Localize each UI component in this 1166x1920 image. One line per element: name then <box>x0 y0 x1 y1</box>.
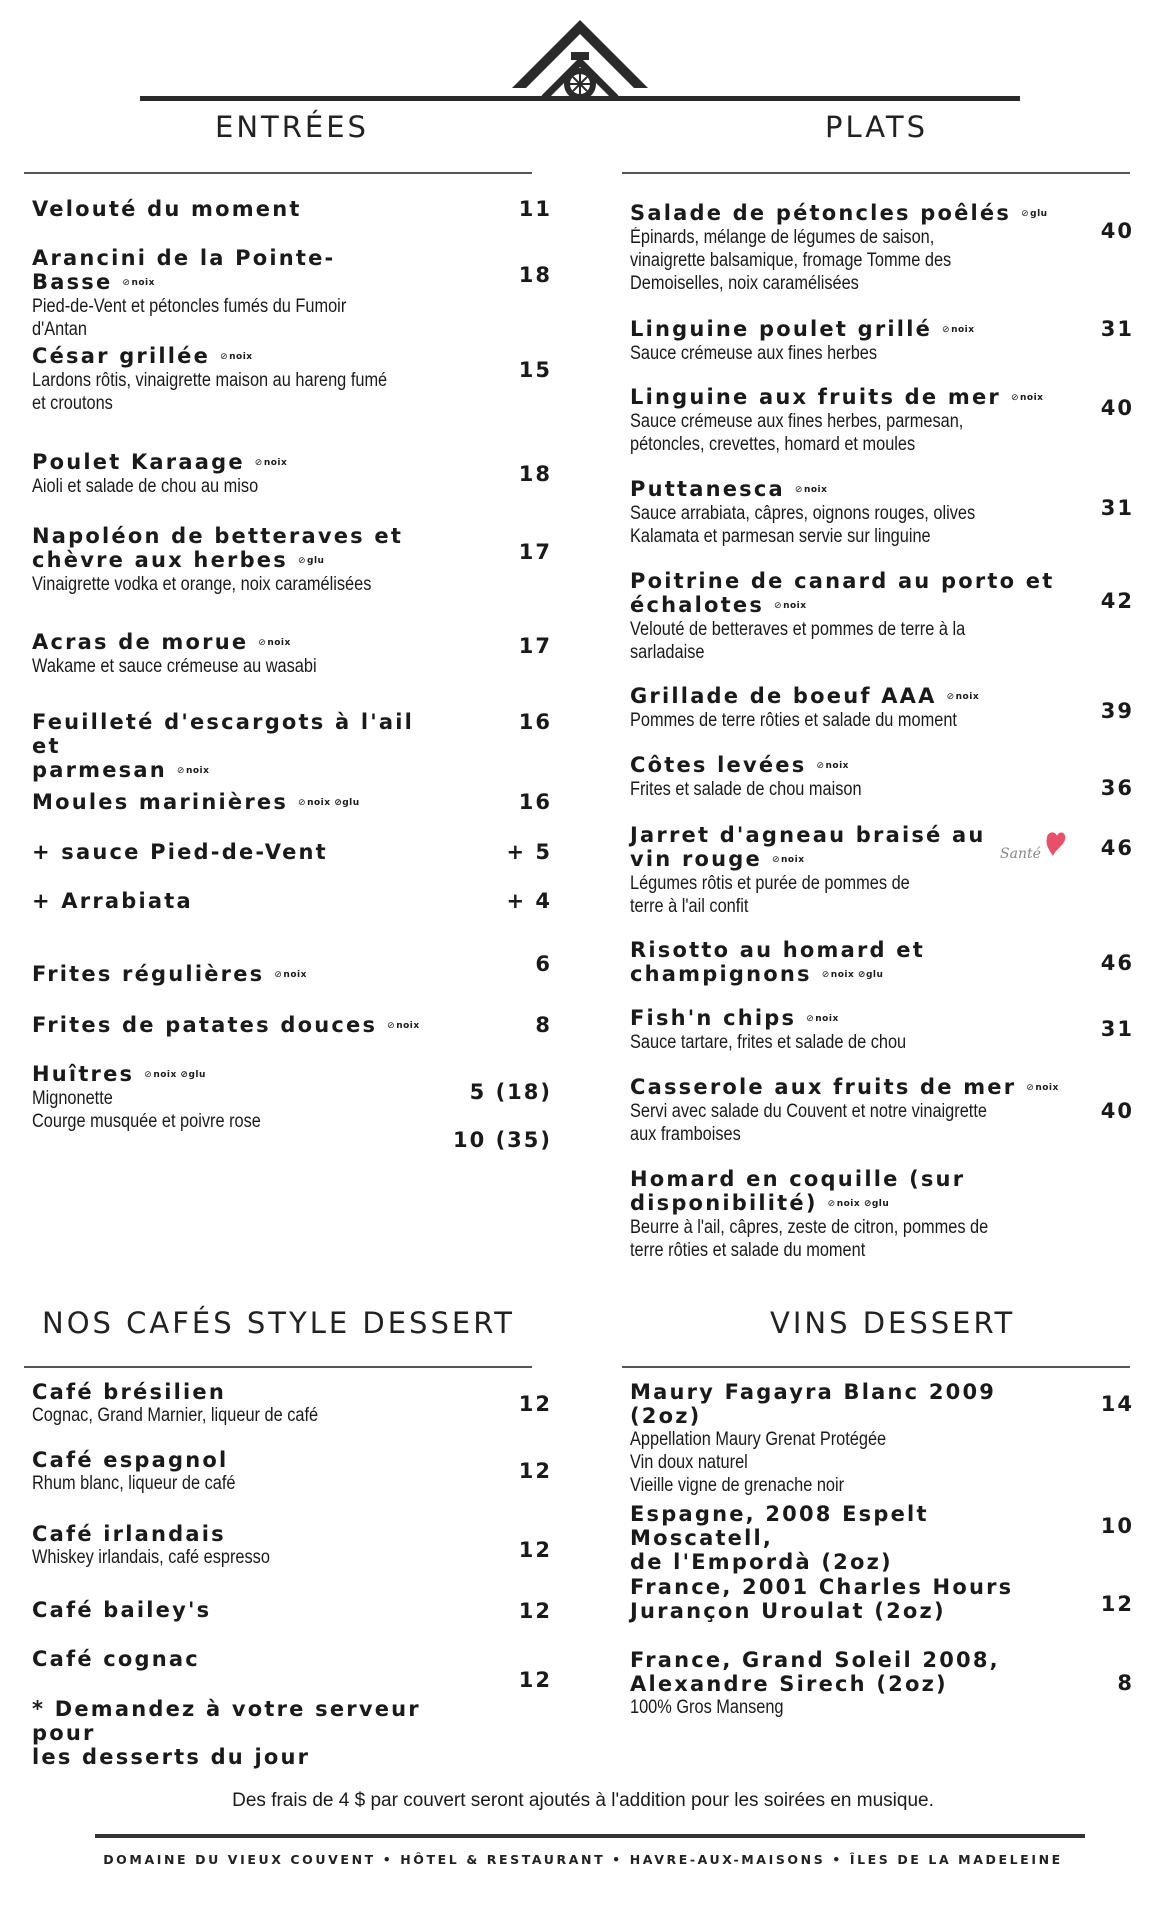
menu-item-name: Jarret d'agneau braisé au vin rouge⊘ noix <box>630 823 1070 872</box>
menu-item <box>32 450 452 498</box>
menu-item-name: Café bailey's <box>32 1598 212 1622</box>
menu-item-name: Café irlandais <box>32 1522 226 1546</box>
divider <box>24 172 532 174</box>
menu-item <box>32 630 452 678</box>
menu-item <box>630 938 1070 987</box>
section-title-entrees: ENTRÉES <box>215 110 369 144</box>
menu-item-name: Acras de morue⊘ noix <box>32 630 452 655</box>
menu-item-description: Sauce tartare, frites et salade de chou <box>630 1032 907 1053</box>
menu-item-price: 15 <box>518 358 552 382</box>
restaurant-logo <box>140 18 1020 102</box>
menu-item-price: 31 <box>1100 317 1134 341</box>
section-title-plats: PLATS <box>825 110 929 144</box>
menu-item-name: Frites de patates douces⊘ noix <box>32 1013 452 1038</box>
menu-item-name: Moules marinières⊘ noix ⊘glu <box>32 790 452 815</box>
menu-item-description: Frites et salade de chou maison <box>630 779 862 800</box>
allergen-tag: ⊘ noix <box>795 485 828 495</box>
divider <box>622 172 1130 174</box>
menu-item-price: 14 <box>1100 1392 1134 1416</box>
allergen-tag: ⊘ noix <box>122 278 155 288</box>
allergen-tag: ⊘ glu <box>1021 209 1047 219</box>
menu-item-price: + 4 <box>506 889 552 913</box>
sante-label: Santé <box>1000 846 1041 862</box>
menu-item <box>630 1167 1070 1262</box>
menu-item-description: Beurre à l'ail, câpres, zeste de citron, pommes de terre rôties et salade du moment <box>630 1217 989 1261</box>
divider <box>24 1366 532 1368</box>
allergen-tag: ⊘ noix <box>387 1021 420 1031</box>
footer-address: DOMAINE DU VIEUX COUVENT • HÔTEL & RESTAURANT • HAVRE-AUX-MAISONS • ÎLES DE LA MADELEINE <box>103 1852 1063 1867</box>
menu-item-price: 8 <box>1117 1671 1134 1695</box>
menu-item <box>32 524 452 596</box>
allergen-tag: ⊘ glu <box>298 556 324 566</box>
section-title-vins: VINS DESSERT <box>770 1306 1016 1340</box>
allergen-tag: ⊘ noix <box>220 352 253 362</box>
allergen-tag: ⊘ noix <box>177 766 210 776</box>
menu-item <box>630 1648 1070 1719</box>
menu-item-name: France, Grand Soleil 2008, Alexandre Sirech (2oz) <box>630 1648 1000 1696</box>
menu-item-price: 12 <box>1100 1592 1134 1616</box>
menu-item-price: 12 <box>518 1538 552 1562</box>
menu-item-name: Homard en coquille (sur disponibilité)⊘ noix ⊘glu <box>630 1167 1070 1216</box>
divider <box>622 1366 1130 1368</box>
menu-item-price: 8 <box>535 1013 552 1037</box>
menu-item <box>32 1380 452 1427</box>
menu-item-name: Grillade de boeuf AAA⊘ noix <box>630 684 1070 709</box>
menu-item <box>32 344 452 415</box>
menu-item-price: 40 <box>1100 219 1134 243</box>
menu-item-description: Pommes de terre rôties et salade du moment <box>630 710 957 731</box>
menu-item-description: Sauce crémeuse aux fines herbes, parmesan, pétoncles, crevettes, homard et moules <box>630 411 964 455</box>
menu-item-name: César grillée⊘ noix <box>32 344 452 369</box>
menu-item <box>630 1075 1070 1146</box>
menu-item <box>32 840 452 864</box>
allergen-tag: ⊘ noix <box>806 1014 839 1024</box>
allergen-tag: ⊘ noix <box>947 692 980 702</box>
menu-item-name: Café espagnol <box>32 1448 229 1472</box>
menu-item-name: Casserole aux fruits de mer⊘ noix <box>630 1075 1070 1100</box>
menu-item-price: 40 <box>1100 1099 1134 1123</box>
allergen-tag: ⊘ noix ⊘glu <box>828 1199 890 1209</box>
menu-item-price: 36 <box>1100 776 1134 800</box>
menu-item <box>630 684 1070 732</box>
menu-item <box>32 197 452 221</box>
menu-item <box>630 385 1070 456</box>
menu-item <box>630 569 1070 664</box>
allergen-tag: ⊘ noix ⊘glu <box>144 1070 206 1080</box>
menu-item-description: Pied-de-Vent et pétoncles fumés du Fumoir d'Antan <box>32 296 347 340</box>
allergen-tag: ⊘ noix ⊘glu <box>822 970 884 980</box>
menu-item-name: Poulet Karaage⊘ noix <box>32 450 452 475</box>
menu-item-description: Légumes rôtis et purée de pommes de terre à l'ail confit <box>630 873 910 917</box>
menu-item-price: 12 <box>518 1668 552 1692</box>
menu-item-price: 17 <box>518 540 552 564</box>
menu-item-description: Lardons rôtis, vinaigrette maison au hareng fumé et croutons <box>32 370 388 414</box>
menu-item-price: 16 <box>518 790 552 814</box>
menu-item-name: Café brésilien <box>32 1380 226 1404</box>
menu-item-price: 12 <box>518 1392 552 1416</box>
menu-item-description: Wakame et sauce crémeuse au wasabi <box>32 656 317 677</box>
menu-item-name: Arancini de la Pointe-Basse⊘ noix <box>32 246 452 295</box>
menu-item-description: Aioli et salade de chou au miso <box>32 476 259 497</box>
menu-item <box>32 889 452 913</box>
menu-item-description: Sauce crémeuse aux fines herbes <box>630 343 878 364</box>
menu-item-price: 39 <box>1100 699 1134 723</box>
menu-item-price: + 5 <box>506 840 552 864</box>
menu-item-price: 12 <box>518 1599 552 1623</box>
menu-item-name: * Demandez à votre serveur pour les desserts du jour <box>32 1697 421 1769</box>
menu-item-price: 46 <box>1100 836 1134 860</box>
menu-item-description: Cognac, Grand Marnier, liqueur de café <box>32 1405 319 1426</box>
menu-item <box>32 1522 452 1569</box>
allergen-tag: ⊘ noix <box>816 761 849 771</box>
menu-item-description: Appellation Maury Grenat Protégée Vin doux naturel Vieille vigne de grenache noir <box>630 1429 887 1496</box>
menu-item-price: 42 <box>1100 589 1134 613</box>
menu-item-description: Velouté de betteraves et pommes de terre à la sarladaise <box>630 619 966 663</box>
menu-item-name: Espagne, 2008 Espelt Moscatell, de l'Empordà (2oz) <box>630 1502 929 1574</box>
menu-item-price: 46 <box>1100 951 1134 975</box>
menu-item <box>630 1006 1070 1054</box>
menu-item-name: Frites régulières⊘ noix <box>32 962 452 987</box>
menu-item-name: Feuilleté d'escargots à l'ail et parmesan⊘ noix <box>32 710 452 783</box>
menu-item-price: 40 <box>1100 396 1134 420</box>
menu-item <box>32 246 452 341</box>
allergen-tag: ⊘ noix <box>942 325 975 335</box>
menu-item-name: + sauce Pied-de-Vent <box>32 840 328 864</box>
menu-item-name: Linguine aux fruits de mer⊘ noix <box>630 385 1070 410</box>
menu-item-name: Linguine poulet grillé⊘ noix <box>630 317 1070 342</box>
menu-item-price: 18 <box>518 462 552 486</box>
menu-item-price: 11 <box>518 197 552 221</box>
menu-item-name: Velouté du moment <box>32 197 302 221</box>
menu-item <box>32 1697 452 1769</box>
menu-item-price: 12 <box>518 1459 552 1483</box>
menu-item-description: Épinards, mélange de légumes de saison, vinaigrette balsamique, fromage Tomme des Demoiselles, noix caramélisées <box>630 227 952 294</box>
menu-item <box>630 753 1070 801</box>
menu-item-description: Mignonette Courge musquée et poivre rose <box>32 1088 261 1132</box>
allergen-tag: ⊘ noix <box>258 638 291 648</box>
menu-item-name: Huîtres⊘ noix ⊘glu <box>32 1062 452 1087</box>
menu-item-name: + Arrabiata <box>32 889 193 913</box>
menu-item <box>32 1013 452 1038</box>
menu-item-name: Poitrine de canard au porto et échalotes⊘ noix <box>630 569 1070 618</box>
allergen-tag: ⊘ noix <box>774 601 807 611</box>
menu-item <box>32 1062 452 1133</box>
menu-item-price: 10 <box>1100 1514 1134 1538</box>
menu-item-description: 100% Gros Manseng <box>630 1697 784 1718</box>
menu-item-description: Sauce arrabiata, câpres, oignons rouges, olives Kalamata et parmesan servie sur linguine <box>630 503 976 547</box>
menu-item-price: 17 <box>518 634 552 658</box>
menu-item <box>32 1598 452 1622</box>
menu-item-price: 6 <box>535 952 552 976</box>
menu-item <box>630 1575 1070 1623</box>
menu-item <box>32 1647 452 1671</box>
menu-item <box>630 1380 1070 1497</box>
allergen-tag: ⊘ noix <box>274 970 307 980</box>
menu-item-description: Servi avec salade du Couvent et notre vinaigrette aux framboises <box>630 1101 987 1145</box>
menu-item-description: Rhum blanc, liqueur de café <box>32 1473 236 1494</box>
section-title-cafes: NOS CAFÉS STYLE DESSERT <box>42 1306 515 1340</box>
menu-item-price: 5 (18) <box>469 1080 552 1104</box>
menu-item-name: Café cognac <box>32 1647 200 1671</box>
menu-item-name: Puttanesca⊘ noix <box>630 477 1070 502</box>
menu-item <box>630 1502 1070 1574</box>
menu-item-price: 31 <box>1100 1017 1134 1041</box>
menu-item-name: Maury Fagayra Blanc 2009 (2oz) <box>630 1380 997 1428</box>
allergen-tag: ⊘ noix <box>772 855 805 865</box>
menu-item-description: Vinaigrette vodka et orange, noix caramélisées <box>32 574 372 595</box>
menu-item-name: Côtes levées⊘ noix <box>630 753 1070 778</box>
menu-item <box>32 1448 452 1495</box>
menu-item <box>630 317 1070 365</box>
menu-item-price: 16 <box>518 710 552 734</box>
menu-item-name: Fish'n chips⊘ noix <box>630 1006 1070 1031</box>
allergen-tag: ⊘ noix <box>255 458 288 468</box>
allergen-tag: ⊘ noix ⊘glu <box>298 798 360 808</box>
menu-item-name: Salade de pétoncles poêlés⊘ glu <box>630 201 1070 226</box>
music-fee-note: Des frais de 4 $ par couvert seront ajoutés à l'addition pour les soirées en musique. <box>232 1790 934 1811</box>
menu-item-price: 31 <box>1100 496 1134 520</box>
footer-rule <box>95 1834 1085 1838</box>
menu-item <box>32 962 452 987</box>
menu-item-price: 10 (35) <box>453 1128 552 1152</box>
menu-item <box>630 201 1070 295</box>
menu-item-name: Napoléon de betteraves et chèvre aux herbes⊘ glu <box>32 524 452 573</box>
menu-item-description: Whiskey irlandais, café espresso <box>32 1547 270 1568</box>
menu-item <box>630 477 1070 548</box>
menu-item-price: 18 <box>518 263 552 287</box>
menu-item-name: Risotto au homard et champignons⊘ noix ⊘glu <box>630 938 1070 987</box>
menu-item <box>32 790 452 815</box>
menu-item-name: France, 2001 Charles Hours Jurançon Uroulat (2oz) <box>630 1575 1014 1623</box>
allergen-tag: ⊘ noix <box>1011 393 1044 403</box>
menu-item <box>32 710 452 783</box>
allergen-tag: ⊘ noix <box>1026 1083 1059 1093</box>
